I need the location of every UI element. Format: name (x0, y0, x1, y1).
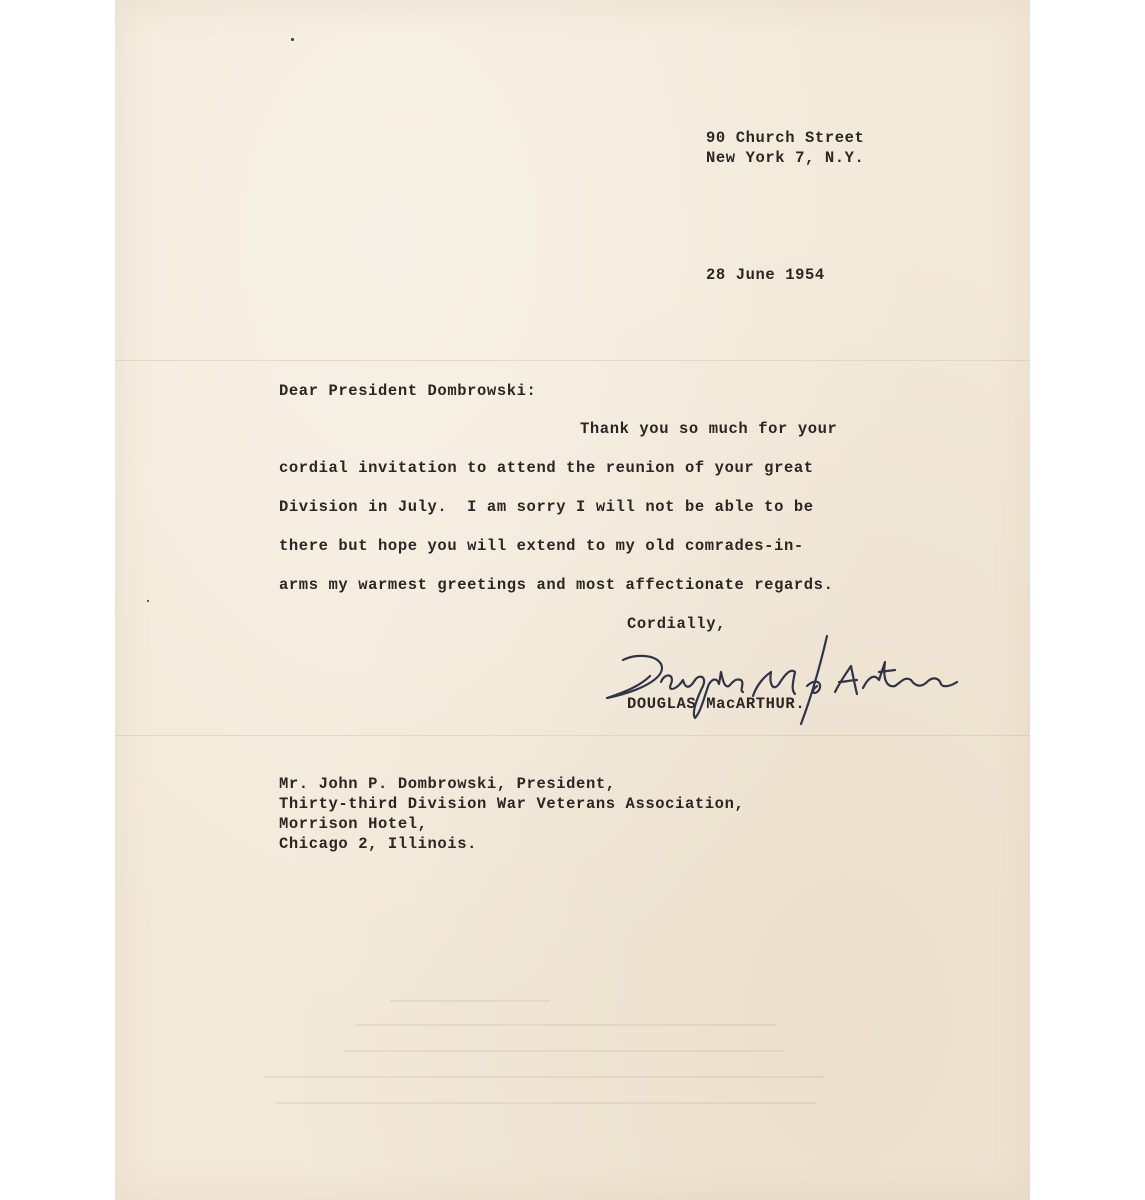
typed-signature: DOUGLAS MacARTHUR. (627, 695, 806, 713)
body-line-3: Division in July. I am sorry I will not be able to be (279, 498, 814, 516)
return-address-line-1: 90 Church Street (706, 129, 865, 147)
closing: Cordially, (627, 615, 727, 633)
show-through-mark (275, 1102, 815, 1104)
body-line-1: Thank you so much for your (580, 420, 838, 438)
salutation: Dear President Dombrowski: (279, 382, 537, 400)
body-line-5: arms my warmest greetings and most affectionate regards. (279, 576, 834, 594)
return-address-line-2: New York 7, N.Y. (706, 149, 865, 167)
recipient-line-1: Mr. John P. Dombrowski, President, (279, 775, 616, 793)
ink-speck (147, 600, 149, 602)
recipient-line-3: Morrison Hotel, (279, 815, 428, 833)
recipient-line-2: Thirty-third Division War Veterans Association, (279, 795, 745, 813)
body-line-2: cordial invitation to attend the reunion of your great (279, 459, 814, 477)
show-through-mark (345, 1050, 785, 1052)
recipient-line-4: Chicago 2, Illinois. (279, 835, 478, 853)
letter-date: 28 June 1954 (706, 266, 825, 284)
fold-line (115, 360, 1030, 361)
body-line-4: there but hope you will extend to my old comrades-in- (279, 537, 804, 555)
show-through-mark (265, 1076, 825, 1078)
show-through-mark (355, 1024, 775, 1026)
handwritten-signature (595, 632, 965, 742)
letter-paper (115, 0, 1030, 1200)
ink-speck (291, 38, 294, 41)
show-through-mark (390, 1000, 550, 1002)
